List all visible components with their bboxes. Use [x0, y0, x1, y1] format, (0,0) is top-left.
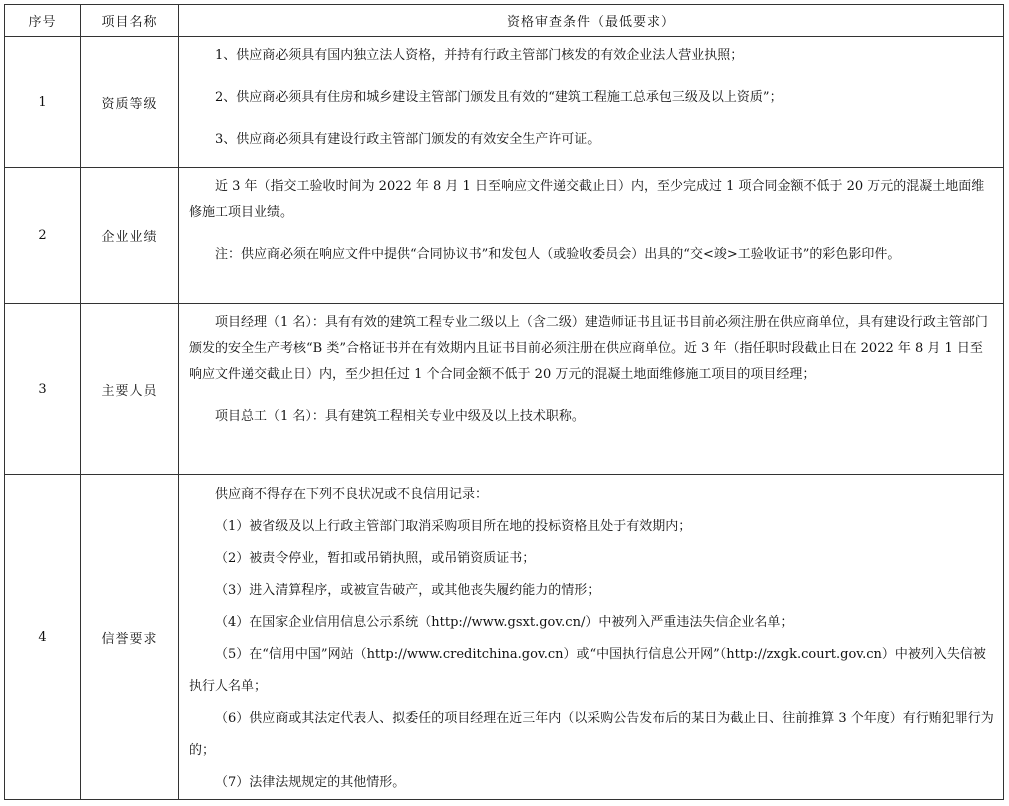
table-header-row: [5, 5, 1004, 37]
row-item-name: 资质等级: [81, 37, 179, 168]
requirement-paragraph: 2、供应商必须具有住房和城乡建设主管部门颁发且有效的“建筑工程施工总承包三级及以上资质”；: [215, 90, 783, 105]
row-index: 2: [5, 168, 81, 304]
requirement-paragraph: 供应商不得存在下列不良状况或不良信用记录：: [215, 487, 489, 502]
requirement-paragraph: （3）进入清算程序，或被宣告破产，或其他丧失履约能力的情形；: [215, 583, 601, 598]
requirement-paragraph: （5）在“信用中国”网站（http://www.creditchina.gov.cn）或“中国执行信息公开网”（http://zxgk.court.gov.cn）中被列入失信被执行人名单；: [189, 647, 986, 694]
row-index: 3: [5, 304, 81, 475]
row-index: 4: [5, 475, 81, 800]
requirement-paragraph: 1、供应商必须具有国内独立法人资格，并持有行政主管部门核发的有效企业法人营业执照；: [215, 48, 744, 63]
row-item-name: 主要人员: [81, 304, 179, 475]
qualification-table: [4, 4, 1004, 800]
requirement-paragraph: 注：供应商必须在响应文件中提供“合同协议书”和发包人（或验收委员会）出具的“交<竣>工验收证书”的彩色影印件。: [215, 247, 901, 262]
row-item-name: 企业业绩: [81, 168, 179, 304]
requirement-paragraph: （6）供应商或其法定代表人、拟委任的项目经理在近三年内（以采购公告发布后的某日为截止日、往前推算 3 个年度）有行贿犯罪行为的；: [189, 711, 994, 758]
requirement-paragraph: 项目总工（1 名）：具有建筑工程相关专业中级及以上技术职称。: [215, 409, 585, 424]
row-item-name: 信誉要求: [81, 475, 179, 800]
requirement-paragraph: （1）被省级及以上行政主管部门取消采购项目所在地的投标资格且处于有效期内；: [215, 519, 692, 534]
row-requirement: [179, 304, 1004, 475]
header-requirement: 资格审查条件（最低要求）: [179, 5, 1004, 37]
requirement-paragraph: （2）被责令停业，暂扣或吊销执照，或吊销资质证书；: [215, 551, 536, 566]
row-requirement: [179, 168, 1004, 304]
requirement-paragraph: 近 3 年（指交工验收时间为 2022 年 8 月 1 日至响应文件递交截止日）内，至少完成过 1 项合同金额不低于 20 万元的混凝土地面维修施工项目业绩。: [189, 179, 985, 220]
requirement-paragraph: （7）法律法规规定的其他情形。: [215, 775, 406, 790]
row-requirement: [179, 475, 1004, 800]
requirement-paragraph: 3、供应商必须具有建设行政主管部门颁发的有效安全生产许可证。: [215, 132, 601, 147]
requirement-paragraph: 项目经理（1 名）：具有有效的建筑工程专业二级以上（含二级）建造师证书且证书目前必须注册在供应商单位，具有建设行政主管部门颁发的安全生产考核“B 类”合格证书并在有效期内且证书目前必须注册在供应商单位。近 3 年（指任职时段截止日在 2022 年 8 月 1 日至响应文件递交截止日）内，至少担任过 1 个合同金额不低于 20 万元的混凝土地面维修施工项目的项目经理；: [189, 315, 988, 382]
header-index: 序号: [5, 5, 81, 37]
table-row: [5, 168, 1004, 304]
table-row: [5, 475, 1004, 800]
header-item-name: 项目名称: [81, 5, 179, 37]
table-row: [5, 37, 1004, 168]
table-row: [5, 304, 1004, 475]
row-index: 1: [5, 37, 81, 168]
row-requirement: [179, 37, 1004, 168]
requirement-paragraph: （4）在国家企业信用信息公示系统（http://www.gsxt.gov.cn/）中被列入严重违法失信企业名单；: [215, 615, 794, 630]
